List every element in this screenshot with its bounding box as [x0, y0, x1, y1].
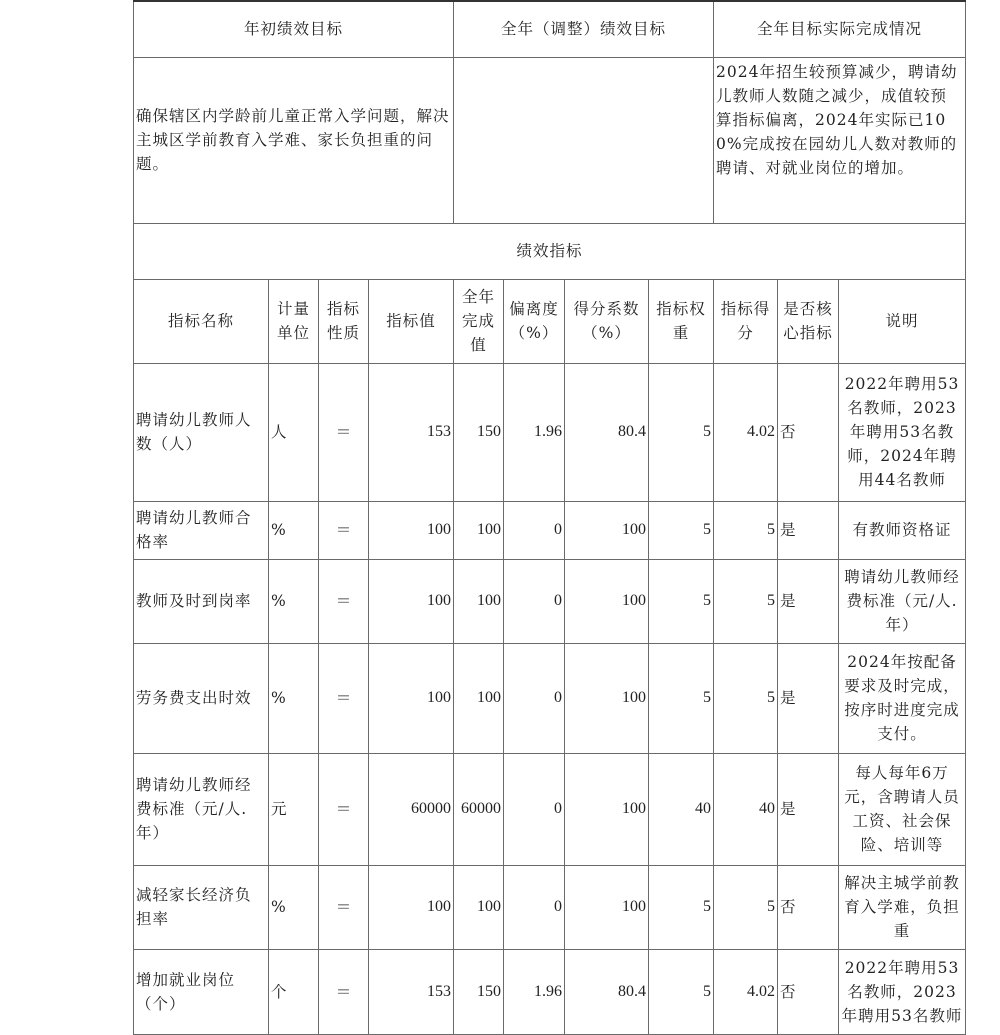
- indicator-weight: 5: [649, 363, 714, 501]
- indicator-unit: 个: [269, 949, 319, 1034]
- indicator-nature: ＝: [319, 643, 369, 753]
- indicator-actual: 100: [454, 501, 504, 559]
- col-header-note: 说明: [839, 279, 966, 363]
- section-title: 绩效指标: [134, 223, 966, 279]
- indicator-deviation: 1.96: [504, 949, 565, 1034]
- indicator-coef: 80.4: [565, 363, 649, 501]
- indicator-note: 每人每年6万元，含聘请人员工资、社会保险、培训等: [839, 753, 966, 865]
- goal-actual: 2024年招生较预算减少，聘请幼儿教师人数随之减少，成值较预算指标偏离，2024年实际已100%完成按在园幼儿人数对教师的聘请、对就业岗位的增加。: [714, 57, 966, 223]
- indicator-note: 2024年按配备要求及时完成，按序时进度完成支付。: [839, 643, 966, 753]
- indicator-weight: 5: [649, 949, 714, 1034]
- col-header-nature: 指标性质: [319, 279, 369, 363]
- table-row: [134, 949, 966, 1034]
- indicator-nature: ＝: [319, 363, 369, 501]
- indicator-score: 5: [714, 501, 778, 559]
- section-title-row: [134, 223, 966, 279]
- table-row: [134, 865, 966, 949]
- indicator-unit: %: [269, 501, 319, 559]
- indicator-target: 100: [369, 865, 454, 949]
- indicator-nature: ＝: [319, 753, 369, 865]
- indicator-weight: 5: [649, 643, 714, 753]
- indicator-core: 否: [778, 865, 839, 949]
- indicator-nature: ＝: [319, 949, 369, 1034]
- indicator-actual: 100: [454, 643, 504, 753]
- indicator-name: 聘请幼儿教师合格率: [134, 501, 269, 559]
- indicator-core: 是: [778, 753, 839, 865]
- indicator-unit: %: [269, 865, 319, 949]
- indicator-score: 4.02: [714, 949, 778, 1034]
- table-row: [134, 559, 966, 643]
- indicator-actual: 100: [454, 865, 504, 949]
- indicator-unit: 人: [269, 363, 319, 501]
- col-header-unit: 计量单位: [269, 279, 319, 363]
- indicator-weight: 40: [649, 753, 714, 865]
- indicator-core: 是: [778, 501, 839, 559]
- col-header-target: 指标值: [369, 279, 454, 363]
- indicator-name: 聘请幼儿教师人数（人）: [134, 363, 269, 501]
- indicator-note: 解决主城学前教育入学难，负担重: [839, 865, 966, 949]
- column-header-row: [134, 279, 966, 363]
- indicator-target: 153: [369, 949, 454, 1034]
- indicator-coef: 100: [565, 865, 649, 949]
- indicator-score: 40: [714, 753, 778, 865]
- col-header-actual: 全年完成值: [454, 279, 504, 363]
- indicator-deviation: 1.96: [504, 363, 565, 501]
- indicator-weight: 5: [649, 559, 714, 643]
- indicator-target: 153: [369, 363, 454, 501]
- indicator-actual: 150: [454, 949, 504, 1034]
- indicator-score: 5: [714, 559, 778, 643]
- indicator-deviation: 0: [504, 643, 565, 753]
- indicator-coef: 80.4: [565, 949, 649, 1034]
- indicator-note: 2022年聘用53名教师，2023年聘用53名教师: [839, 949, 966, 1034]
- indicator-weight: 5: [649, 501, 714, 559]
- table-row: [134, 643, 966, 753]
- indicator-unit: 元: [269, 753, 319, 865]
- indicator-name: 减轻家长经济负担率: [134, 865, 269, 949]
- indicator-name: 增加就业岗位（个）: [134, 949, 269, 1034]
- table-row: [134, 501, 966, 559]
- indicator-score: 5: [714, 865, 778, 949]
- indicator-nature: ＝: [319, 559, 369, 643]
- indicator-coef: 100: [565, 753, 649, 865]
- indicator-core: 否: [778, 949, 839, 1034]
- indicator-name: 教师及时到岗率: [134, 559, 269, 643]
- col-header-core: 是否核心指标: [778, 279, 839, 363]
- indicator-name: 聘请幼儿教师经费标准（元/人.年）: [134, 753, 269, 865]
- col-header-deviation: 偏离度（%）: [504, 279, 565, 363]
- indicator-unit: %: [269, 643, 319, 753]
- performance-table: [133, 0, 966, 1035]
- indicator-nature: ＝: [319, 501, 369, 559]
- table-row: [134, 753, 966, 865]
- indicator-score: 5: [714, 643, 778, 753]
- indicator-core: 是: [778, 643, 839, 753]
- goals-row: [134, 57, 966, 223]
- indicator-target: 100: [369, 501, 454, 559]
- indicator-note: 聘请幼儿教师经费标准（元/人.年）: [839, 559, 966, 643]
- indicator-core: 是: [778, 559, 839, 643]
- goal-initial: 确保辖区内学龄前儿童正常入学问题，解决主城区学前教育入学难、家长负担重的问题。: [134, 57, 454, 223]
- col-header-coef: 得分系数（%）: [565, 279, 649, 363]
- indicator-actual: 150: [454, 363, 504, 501]
- indicator-deviation: 0: [504, 501, 565, 559]
- indicator-score: 4.02: [714, 363, 778, 501]
- indicator-target: 60000: [369, 753, 454, 865]
- indicator-deviation: 0: [504, 559, 565, 643]
- goal-header-adjusted: 全年（调整）绩效目标: [454, 1, 714, 57]
- indicator-core: 否: [778, 363, 839, 501]
- indicator-target: 100: [369, 559, 454, 643]
- indicator-coef: 100: [565, 643, 649, 753]
- indicator-coef: 100: [565, 501, 649, 559]
- indicator-deviation: 0: [504, 865, 565, 949]
- indicator-note: 有教师资格证: [839, 501, 966, 559]
- indicator-nature: ＝: [319, 865, 369, 949]
- indicator-actual: 60000: [454, 753, 504, 865]
- indicator-name: 劳务费支出时效: [134, 643, 269, 753]
- indicator-actual: 100: [454, 559, 504, 643]
- col-header-name: 指标名称: [134, 279, 269, 363]
- indicator-weight: 5: [649, 865, 714, 949]
- goal-header-actual: 全年目标实际完成情况: [714, 1, 966, 57]
- table-row: [134, 363, 966, 501]
- goal-adjusted: [454, 57, 714, 223]
- indicator-note: 2022年聘用53名教师，2023年聘用53名教师，2024年聘用44名教师: [839, 363, 966, 501]
- indicator-target: 100: [369, 643, 454, 753]
- col-header-weight: 指标权重: [649, 279, 714, 363]
- indicator-deviation: 0: [504, 753, 565, 865]
- goals-header-row: [134, 1, 966, 57]
- col-header-score: 指标得分: [714, 279, 778, 363]
- goal-header-initial: 年初绩效目标: [134, 1, 454, 57]
- indicator-unit: %: [269, 559, 319, 643]
- indicator-coef: 100: [565, 559, 649, 643]
